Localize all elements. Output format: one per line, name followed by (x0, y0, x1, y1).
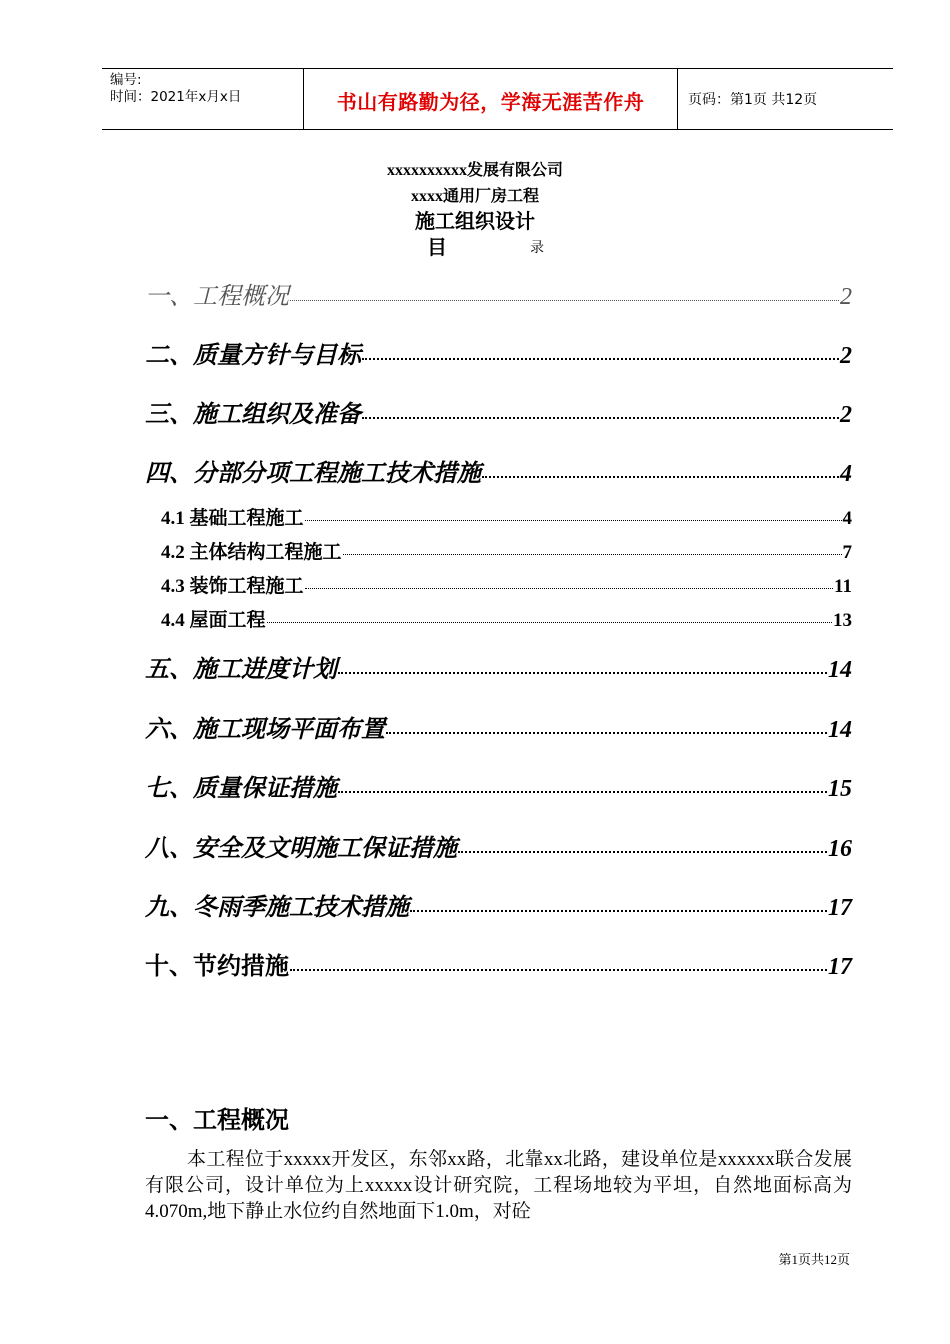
toc-leader (290, 300, 839, 301)
toc-entry-label: 四、分部分项工程施工技术措施 (145, 461, 481, 487)
toc-leader (362, 417, 839, 419)
header-motto-cell (304, 69, 678, 129)
toc-leader (343, 554, 842, 555)
toc-leader (305, 588, 834, 589)
toc-entry[interactable] (145, 276, 852, 311)
toc-subentry[interactable] (161, 605, 852, 632)
toc-leader (458, 851, 827, 853)
toc-entry[interactable] (145, 394, 852, 429)
toc-entry-label: 4.3 装饰工程施工 (161, 576, 304, 597)
toc-entry[interactable] (145, 649, 852, 684)
toc-subentry[interactable] (161, 503, 852, 530)
toc-entry-page: 2 (840, 343, 852, 369)
document-title: 施工组织设计 (415, 211, 535, 233)
toc-entry[interactable] (145, 946, 852, 981)
toc-entry-page: 2 (840, 284, 852, 310)
page-code: 页码：第1页 共12页 (688, 92, 818, 108)
header-info-cell (102, 69, 304, 129)
page-footer: 第1页共12页 (778, 1252, 850, 1267)
toc-entry-page: 7 (842, 542, 852, 563)
toc-leader (267, 622, 832, 623)
section-heading: 一、工程概况 (145, 1108, 289, 1134)
toc-entry-page: 14 (828, 717, 852, 743)
toc-entry[interactable] (145, 453, 852, 488)
toc-entry-page: 13 (833, 610, 852, 631)
project-name: xxxx通用厂房工程 (410, 188, 539, 205)
toc-heading-mu: 目 (427, 237, 447, 259)
toc-leader (305, 520, 842, 521)
toc-entry-label: 八、安全及文明施工保证措施 (145, 836, 457, 862)
toc-entry-page: 16 (828, 836, 852, 862)
toc-entry-page: 11 (834, 576, 852, 597)
toc-entry-label: 五、施工进度计划 (145, 657, 337, 683)
toc-leader (338, 672, 827, 674)
serial-label: 编号: (110, 72, 142, 88)
toc-entry-label: 一、工程概况 (145, 284, 289, 310)
toc-subentry[interactable] (161, 537, 852, 564)
toc-leader (362, 358, 839, 360)
header-page-cell (678, 69, 893, 129)
toc-leader (482, 476, 839, 478)
toc-entry-label: 十、节约措施 (145, 954, 289, 980)
toc-entry-page: 4 (840, 461, 852, 487)
toc-entry[interactable] (145, 887, 852, 922)
page-header (102, 68, 893, 130)
toc-entry-label: 六、施工现场平面布置 (145, 717, 385, 743)
toc-entry-page: 14 (828, 657, 852, 683)
body-paragraph: 本工程位于xxxxx开发区，东邻xx路，北靠xx北路，建设单位是xxxxxx联合发展有限公司，设计单位为上xxxxx设计研究院，工程场地较为平坦，自然地面标高为4.070m,地下静止水位约自然地面下1.0m，对砼 (145, 1149, 852, 1222)
toc-heading-lu: 录 (530, 241, 544, 256)
toc-entry[interactable] (145, 709, 852, 744)
toc-entry-label: 九、冬雨季施工技术措施 (145, 895, 409, 921)
toc-entry[interactable] (145, 828, 852, 863)
toc-entry-label: 二、质量方针与目标 (145, 343, 361, 369)
toc-entry-label: 三、施工组织及准备 (145, 402, 361, 428)
toc-entry-page: 2 (840, 402, 852, 428)
toc-leader (338, 791, 827, 793)
toc-entry-page: 4 (842, 508, 852, 529)
toc-entry-page: 17 (828, 895, 852, 921)
toc-entry-label: 七、质量保证措施 (145, 776, 337, 802)
toc-entry-page: 17 (828, 954, 852, 980)
motto-text: 书山有路勤为径，学海无涯苦作舟 (336, 90, 645, 114)
toc-entry[interactable] (145, 335, 852, 370)
toc-leader (410, 910, 827, 912)
toc-entry-label: 4.2 主体结构工程施工 (161, 542, 342, 563)
date-text: 时间：2021年x月x日 (110, 89, 242, 105)
toc-entry[interactable] (145, 768, 852, 803)
toc-entry-label: 4.4 屋面工程 (161, 610, 266, 631)
toc-subentry[interactable] (161, 571, 852, 598)
toc-entry-label: 4.1 基础工程施工 (161, 508, 304, 529)
toc-leader (290, 969, 827, 971)
company-name: xxxxxxxxxx发展有限公司 (386, 162, 563, 179)
toc-leader (386, 732, 827, 734)
toc-entry-page: 15 (828, 776, 852, 802)
